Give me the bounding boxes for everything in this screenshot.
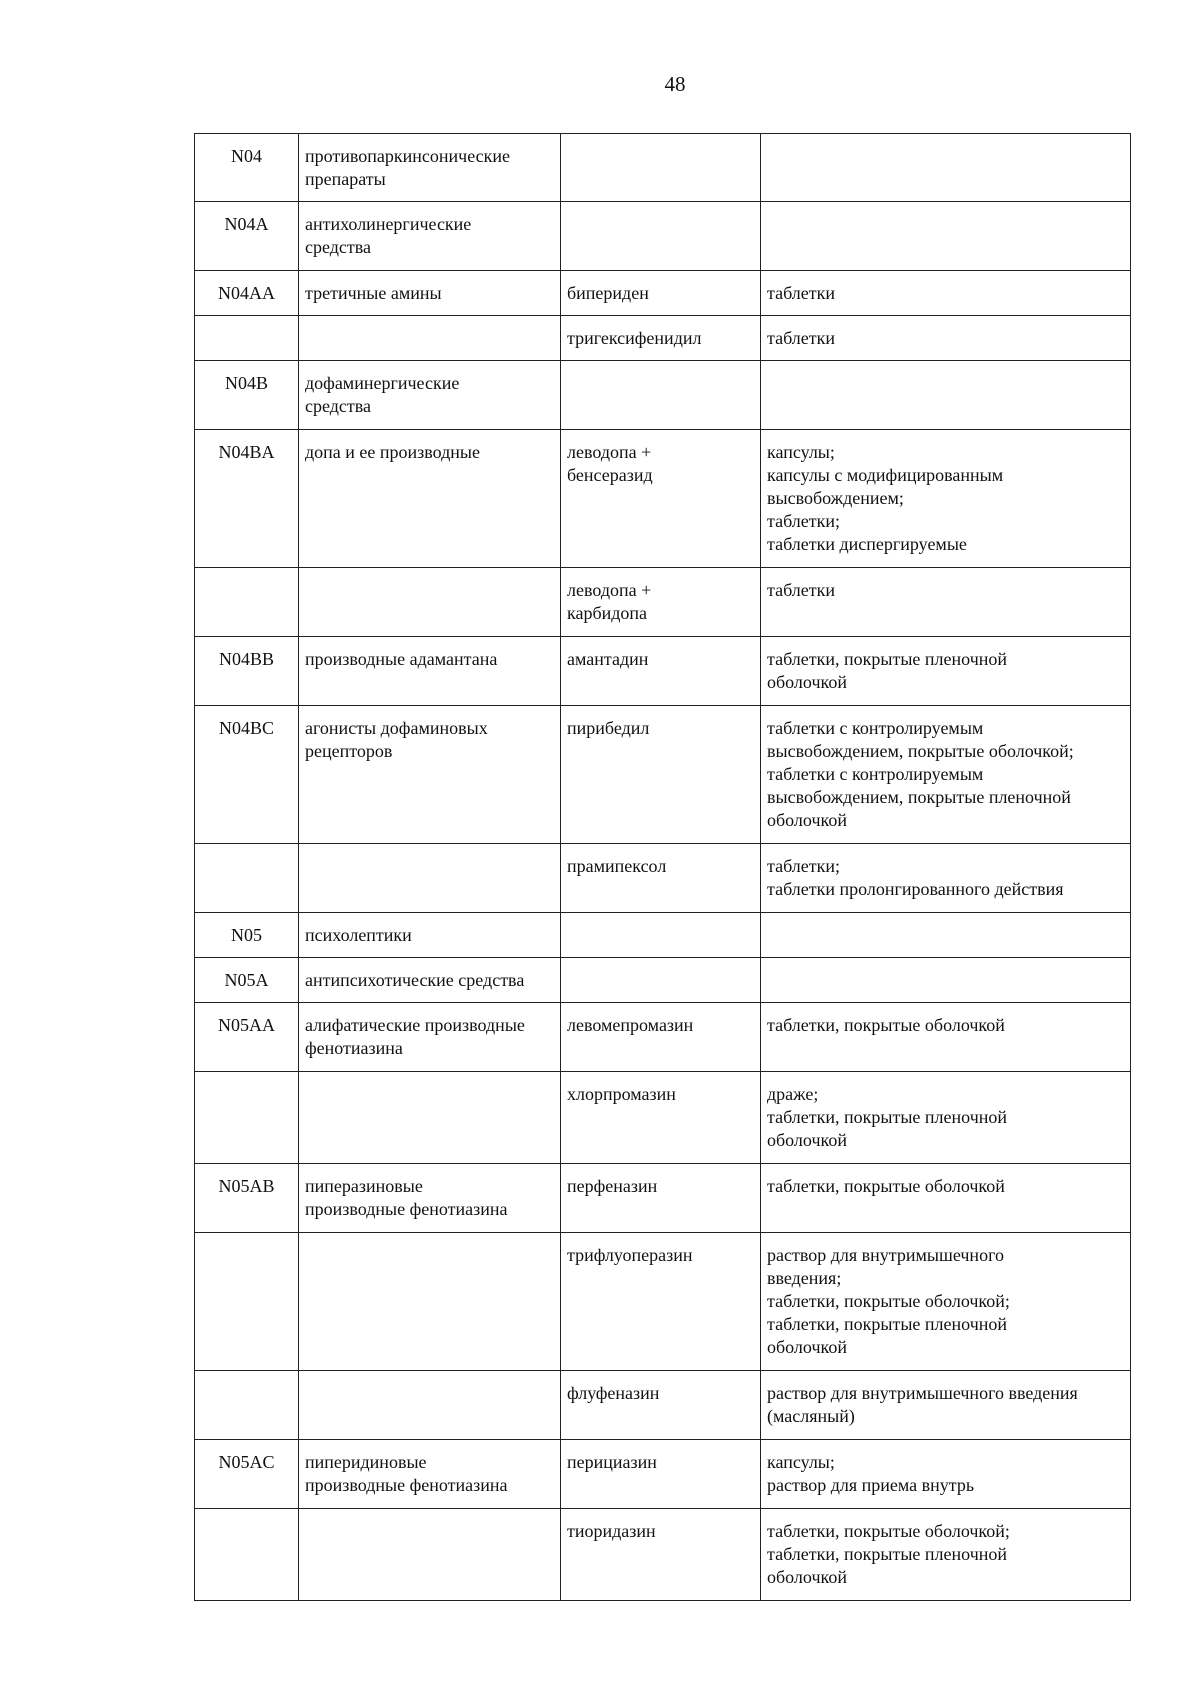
dosage-form-line: оболочкой	[767, 672, 847, 692]
dosage-form-line: таблетки	[767, 580, 836, 600]
group-name-line: пиперидиновые	[305, 1452, 427, 1472]
dosage-form-line: таблетки диспергируемые	[767, 534, 967, 554]
drug-name-line: левомепромазин	[567, 1015, 694, 1035]
group-name-cell	[299, 316, 561, 361]
table-row	[195, 637, 1131, 706]
group-name-line: препараты	[305, 169, 386, 189]
atc-code: N04BA	[218, 442, 275, 462]
table-row	[195, 202, 1131, 271]
atc-code-cell	[195, 1164, 299, 1233]
dosage-form-cell	[761, 1371, 1131, 1440]
table-row	[195, 1440, 1131, 1509]
dosage-form-line: капсулы с модифицированным	[767, 465, 1004, 485]
drug-name-cell	[561, 913, 761, 958]
group-name-cell	[299, 134, 561, 202]
drug-name-cell	[561, 134, 761, 202]
dosage-form-line: таблетки;	[767, 511, 841, 531]
group-name-line: третичные амины	[305, 283, 442, 303]
drug-name-cell	[561, 1003, 761, 1072]
drug-name-cell	[561, 1509, 761, 1601]
drug-name-cell	[561, 1440, 761, 1509]
dosage-form-line: оболочкой	[767, 1337, 847, 1357]
drug-name-line: тиоридазин	[567, 1521, 656, 1541]
drug-name-cell	[561, 316, 761, 361]
group-name-cell	[299, 1164, 561, 1233]
dosage-form-line: таблетки	[767, 283, 836, 303]
dosage-form-cell	[761, 316, 1131, 361]
dosage-form-cell	[761, 1164, 1131, 1233]
dosage-form-line: оболочкой	[767, 1567, 847, 1587]
dosage-form-cell	[761, 958, 1131, 1003]
drug-name-cell	[561, 1164, 761, 1233]
drug-name-line: бипериден	[567, 283, 649, 303]
drug-name-cell	[561, 361, 761, 430]
atc-code: N05AA	[218, 1015, 275, 1035]
group-name-cell	[299, 361, 561, 430]
group-name-line: фенотиазина	[305, 1038, 403, 1058]
group-name-cell	[299, 913, 561, 958]
atc-code: N04	[231, 146, 262, 166]
group-name-line: производные адамантана	[305, 649, 498, 669]
dosage-form-line: капсулы;	[767, 1452, 835, 1472]
atc-code-cell	[195, 430, 299, 568]
atc-code-cell	[195, 1072, 299, 1164]
group-name-cell	[299, 706, 561, 844]
dosage-form-line: высвобождением, покрытые оболочкой;	[767, 741, 1074, 761]
atc-code: N05	[231, 925, 262, 945]
dosage-form-line: (масляный)	[767, 1406, 855, 1426]
atc-code-cell	[195, 1509, 299, 1601]
dosage-form-line: таблетки, покрытые оболочкой	[767, 1015, 1005, 1035]
drug-name-cell	[561, 637, 761, 706]
dosage-form-cell	[761, 1003, 1131, 1072]
drug-name-line: карбидопа	[567, 603, 648, 623]
group-name-line: алифатические производные	[305, 1015, 525, 1035]
drug-name-cell	[561, 1072, 761, 1164]
group-name-cell	[299, 1371, 561, 1440]
drug-name-line: перфеназин	[567, 1176, 658, 1196]
atc-code-cell	[195, 637, 299, 706]
group-name-line: допа и ее производные	[305, 442, 480, 462]
group-name-cell	[299, 1233, 561, 1371]
atc-code-cell	[195, 361, 299, 430]
dosage-form-line: высвобождением;	[767, 488, 904, 508]
drug-name-line: тригексифенидил	[567, 328, 702, 348]
group-name-cell	[299, 202, 561, 271]
atc-code-cell	[195, 1440, 299, 1509]
group-name-cell	[299, 844, 561, 913]
dosage-form-cell	[761, 568, 1131, 637]
atc-code-cell	[195, 913, 299, 958]
dosage-form-line: таблетки;	[767, 856, 841, 876]
dosage-form-cell	[761, 844, 1131, 913]
drug-name-line: бенсеразид	[567, 465, 653, 485]
group-name-cell	[299, 568, 561, 637]
dosage-form-line: таблетки пролонгированного действия	[767, 879, 1064, 899]
group-name-cell	[299, 1003, 561, 1072]
atc-code-cell	[195, 134, 299, 202]
dosage-form-cell	[761, 1509, 1131, 1601]
group-name-line: антихолинергические	[305, 214, 472, 234]
dosage-form-cell	[761, 637, 1131, 706]
group-name-line: средства	[305, 237, 372, 257]
atc-code: N04B	[224, 373, 268, 393]
group-name-line: дофаминергические	[305, 373, 460, 393]
drug-name-line: леводопа +	[567, 442, 652, 462]
atc-code-cell	[195, 1371, 299, 1440]
table-row	[195, 430, 1131, 568]
dosage-form-line: капсулы;	[767, 442, 835, 462]
dosage-form-cell	[761, 913, 1131, 958]
group-name-line: антипсихотические средства	[305, 970, 525, 990]
group-name-line: производные фенотиазина	[305, 1475, 508, 1495]
table-row	[195, 958, 1131, 1003]
drug-name-line: флуфеназин	[567, 1383, 660, 1403]
dosage-form-line: таблетки с контролируемым	[767, 764, 984, 784]
dosage-form-line: раствор для внутримышечного	[767, 1245, 1004, 1265]
dosage-form-line: оболочкой	[767, 810, 847, 830]
table-row	[195, 1509, 1131, 1601]
table-row	[195, 706, 1131, 844]
dosage-form-cell	[761, 134, 1131, 202]
group-name-line: агонисты дофаминовых	[305, 718, 488, 738]
drug-name-cell	[561, 568, 761, 637]
atc-code-cell	[195, 1233, 299, 1371]
group-name-line: психолептики	[305, 925, 412, 945]
atc-code: N05A	[224, 970, 269, 990]
dosage-form-line: высвобождением, покрытые пленочной	[767, 787, 1071, 807]
dosage-form-line: введения;	[767, 1268, 842, 1288]
table-row	[195, 568, 1131, 637]
table-row	[195, 1233, 1131, 1371]
atc-code-cell	[195, 844, 299, 913]
group-name-cell	[299, 637, 561, 706]
dosage-form-cell	[761, 202, 1131, 271]
drug-name-cell	[561, 1233, 761, 1371]
drug-name-line: леводопа +	[567, 580, 652, 600]
group-name-line: производные фенотиазина	[305, 1199, 508, 1219]
dosage-form-cell	[761, 1440, 1131, 1509]
drug-table-body	[195, 134, 1131, 1601]
group-name-cell	[299, 271, 561, 316]
table-row	[195, 134, 1131, 202]
table-row	[195, 361, 1131, 430]
drug-name-cell	[561, 706, 761, 844]
table-row	[195, 1072, 1131, 1164]
dosage-form-line: таблетки	[767, 328, 836, 348]
atc-code-cell	[195, 202, 299, 271]
atc-code: N04AA	[218, 283, 275, 303]
table-row	[195, 1164, 1131, 1233]
table-row	[195, 844, 1131, 913]
group-name-cell	[299, 1072, 561, 1164]
dosage-form-cell	[761, 1072, 1131, 1164]
page-number: 48	[664, 72, 686, 96]
drug-name-line: трифлуоперазин	[567, 1245, 693, 1265]
dosage-form-line: таблетки, покрытые пленочной	[767, 1107, 1008, 1127]
drug-table	[194, 133, 1131, 1601]
dosage-form-line: таблетки, покрытые пленочной	[767, 1544, 1008, 1564]
dosage-form-line: таблетки с контролируемым	[767, 718, 984, 738]
drug-name-line: хлорпромазин	[567, 1084, 676, 1104]
dosage-form-cell	[761, 1233, 1131, 1371]
dosage-form-line: таблетки, покрытые оболочкой;	[767, 1291, 1010, 1311]
dosage-form-line: таблетки, покрытые оболочкой	[767, 1176, 1005, 1196]
dosage-form-cell	[761, 361, 1131, 430]
atc-code-cell	[195, 1003, 299, 1072]
drug-name-cell	[561, 202, 761, 271]
group-name-line: рецепторов	[305, 741, 393, 761]
group-name-cell	[299, 1509, 561, 1601]
table-row	[195, 316, 1131, 361]
atc-code: N05AB	[218, 1176, 275, 1196]
atc-code-cell	[195, 706, 299, 844]
dosage-form-cell	[761, 271, 1131, 316]
table-row	[195, 913, 1131, 958]
atc-code-cell	[195, 271, 299, 316]
dosage-form-line: раствор для приема внутрь	[767, 1475, 975, 1495]
table-row	[195, 271, 1131, 316]
atc-code: N04A	[224, 214, 269, 234]
drug-name-line: перициазин	[567, 1452, 657, 1472]
group-name-line: средства	[305, 396, 372, 416]
group-name-line: пиперазиновые	[305, 1176, 423, 1196]
atc-code: N05AC	[218, 1452, 275, 1472]
atc-code-cell	[195, 958, 299, 1003]
group-name-cell	[299, 430, 561, 568]
drug-name-line: амантадин	[567, 649, 649, 669]
drug-name-cell	[561, 271, 761, 316]
drug-name-line: прамипексол	[567, 856, 667, 876]
dosage-form-line: драже;	[767, 1084, 819, 1104]
dosage-form-line: таблетки, покрытые пленочной	[767, 649, 1008, 669]
atc-code: N04BC	[218, 718, 274, 738]
drug-name-cell	[561, 844, 761, 913]
atc-code-cell	[195, 568, 299, 637]
drug-name-line: пирибедил	[567, 718, 650, 738]
dosage-form-cell	[761, 706, 1131, 844]
atc-code: N04BB	[218, 649, 274, 669]
dosage-form-line: раствор для внутримышечного введения	[767, 1383, 1078, 1403]
table-row	[195, 1003, 1131, 1072]
dosage-form-line: оболочкой	[767, 1130, 847, 1150]
drug-name-cell	[561, 430, 761, 568]
group-name-cell	[299, 1440, 561, 1509]
group-name-line: противопаркинсонические	[305, 146, 511, 166]
table-row	[195, 1371, 1131, 1440]
dosage-form-cell	[761, 430, 1131, 568]
dosage-form-line: таблетки, покрытые оболочкой;	[767, 1521, 1010, 1541]
atc-code-cell	[195, 316, 299, 361]
dosage-form-line: таблетки, покрытые пленочной	[767, 1314, 1008, 1334]
group-name-cell	[299, 958, 561, 1003]
drug-name-cell	[561, 958, 761, 1003]
drug-name-cell	[561, 1371, 761, 1440]
